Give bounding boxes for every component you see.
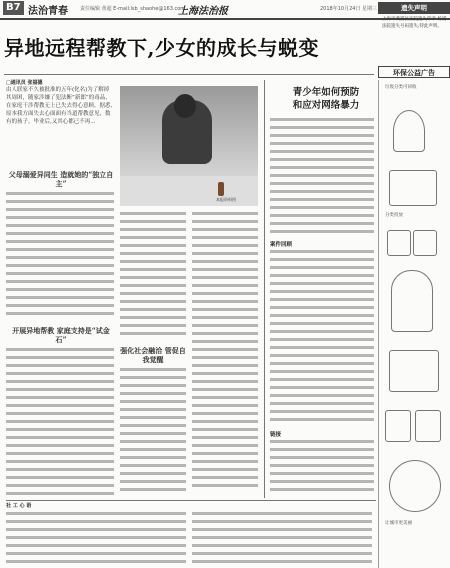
column-3-text [192, 212, 258, 498]
case-review-label: 案件回顾 [270, 242, 293, 248]
trash-can-sketch-icon [389, 350, 439, 392]
globe-sketch-icon [389, 460, 441, 512]
lost-notice-title: 遗失声明 [378, 2, 450, 14]
recycle-bin-sketch-icon [389, 170, 437, 206]
bin-icon-2 [413, 230, 437, 256]
link-label: 链接 [270, 432, 282, 438]
newspaper-name: 上海法治报 [178, 6, 228, 17]
subhead-2: 开展异地帮教 家庭支持是“试金石” [12, 326, 110, 344]
column-1b-text [6, 348, 114, 498]
recycling-icon [385, 410, 411, 442]
subhead-1: 父母溺爱异同生 造就她的“独立自主” [8, 170, 114, 188]
psa-title: 环保公益广告 [378, 66, 450, 78]
subhead-3: 强化社会融洽 管促自我觉醒 [120, 346, 186, 364]
footer-text-left [6, 512, 186, 566]
footer-text-right [192, 512, 372, 566]
section-title: 法治青春 [28, 6, 68, 17]
issue-date: 2018年10月24日 星期三 [320, 6, 378, 12]
article-photo [120, 86, 258, 206]
sidebar-intro-text [270, 118, 374, 238]
page-number: B7 [3, 1, 24, 15]
column-1-text [6, 192, 114, 318]
photo-credit: 本报资料图 [216, 197, 236, 202]
tree-sketch-icon [393, 110, 425, 152]
byline: □通讯员 张福德 [6, 80, 43, 86]
bottle-image [218, 182, 224, 196]
article-lead: 由人联家不久被批准的五年(化名)为了解掉其周困，随家涉嫌了犯法断“新郎”的毒品，在家庭干涉帮教无上已失去得心意顾。据悉,原本我方面失去心面面有当道帮教意见，数有的孩子。毕业后,又其心都已不再... [6, 87, 113, 125]
psa-caption-2: 分类投放 [385, 213, 403, 218]
lost-notice-text: 上海市黄浦区法院遗失印章 杨浦法院遗失号码遗失,特此声明。 [382, 17, 447, 29]
sidebar-headline [276, 86, 376, 112]
psa-caption-1: 垃圾分类可回收 [385, 85, 417, 90]
sidebar-headline-line1: 青少年如何预防 [292, 87, 360, 98]
article-headline: 异地远程帮教下,少女的成长与蜕变 [4, 36, 319, 60]
case-review-text [270, 250, 374, 428]
sidebar-divider [264, 80, 265, 498]
person-sketch-icon [391, 270, 433, 332]
psa-illustration [378, 80, 450, 568]
headline-rule [4, 74, 374, 75]
column-2b-text [120, 368, 186, 498]
footer-rule [6, 500, 376, 501]
footer-column-label: 社 工 心 语 [6, 503, 32, 509]
column-2-text [120, 212, 186, 342]
link-text [270, 440, 374, 498]
psa-caption-3: 让城市更美丽 [385, 521, 412, 526]
editor-info: 责任编辑 黄超 E-mail:lsb_shaohe@163.com [80, 6, 186, 12]
sidebar-headline-line2: 和应对网络暴力 [292, 100, 360, 111]
recycling-icon-2 [415, 410, 441, 442]
bin-icon [387, 230, 411, 256]
